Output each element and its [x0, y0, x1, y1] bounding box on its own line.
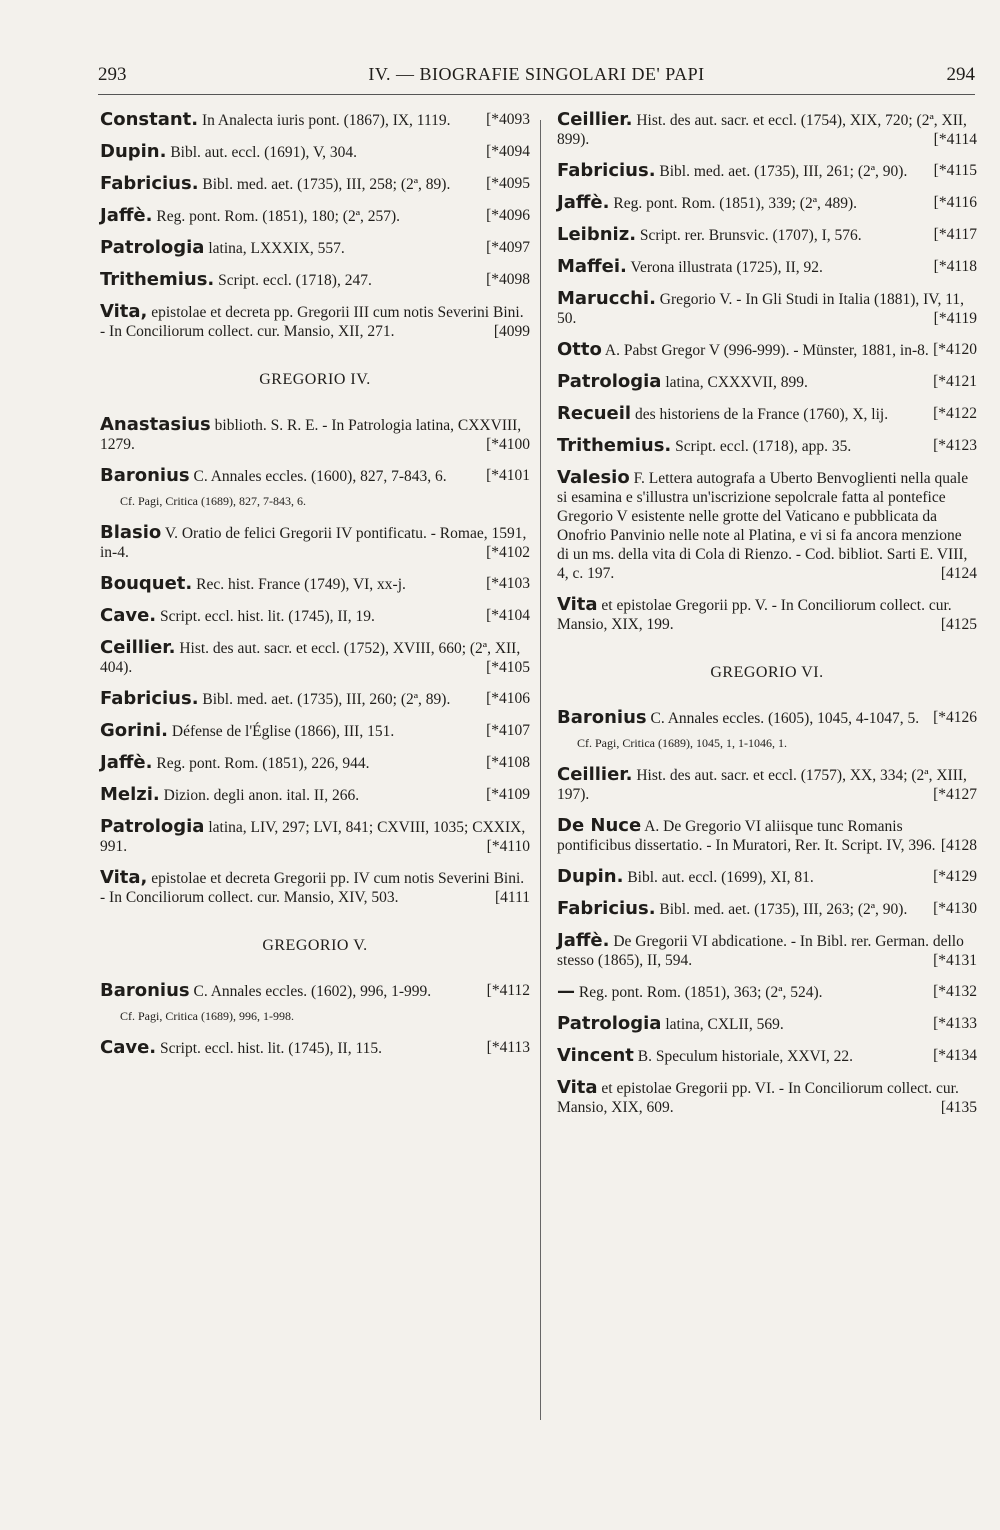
entry-crossref: Cf. Pagi, Critica (1689), 996, 1-998.	[120, 1009, 294, 1023]
entry-number: [*4133	[933, 1015, 977, 1032]
entry-author: Jaffè.	[100, 752, 153, 773]
entry-number: [*4131	[933, 952, 977, 969]
bibliography-entry	[100, 415, 530, 454]
entry-author: Constant.	[100, 109, 199, 130]
entry-text: Défense de l'Église (1866), III, 151.	[171, 723, 395, 740]
entry-author: Otto	[557, 339, 602, 360]
entry-text: et epistolae Gregorii pp. V. - In Conciliorum collect. cur. Mansio, XIX, 199.	[557, 597, 952, 633]
bibliography-entry	[100, 753, 530, 773]
entry-text: Bibl. med. aet. (1735), III, 261; (2ª, 90).	[659, 163, 908, 180]
entry-author: Marucchi.	[557, 288, 656, 309]
entry-text: Bibl. aut. eccl. (1691), V, 304.	[170, 144, 358, 161]
bibliography-entry	[100, 785, 530, 805]
entry-author: Vita	[557, 1077, 598, 1098]
page-number-left: 293	[98, 64, 127, 85]
entry-author: Cave.	[100, 1037, 157, 1058]
entry-number: [4124	[940, 565, 977, 582]
bibliography-entry	[557, 867, 977, 887]
bibliography-entry	[557, 404, 977, 424]
entry-number: [4128	[940, 837, 977, 854]
entry-text: Bibl. aut. eccl. (1699), XI, 81.	[627, 869, 814, 886]
entry-author: Melzi.	[100, 784, 160, 805]
entry-author: Patrologia	[100, 237, 205, 258]
entry-crossref: Cf. Pagi, Critica (1689), 827, 7-843, 6.	[120, 494, 306, 508]
bibliography-entry	[557, 595, 977, 634]
entry-text: Dizion. degli anon. ital. II, 266.	[163, 787, 360, 804]
entry-text: et epistolae Gregorii pp. VI. - In Conciliorum collect. cur. Mansio, XIX, 609.	[557, 1080, 959, 1116]
entry-author: Ceillier.	[557, 764, 633, 785]
entry-author: Jaffè.	[557, 930, 610, 951]
left-column	[100, 110, 530, 1070]
entry-text: Reg. pont. Rom. (1851), 226, 944.	[156, 755, 370, 772]
entry-number: [*4120	[933, 341, 977, 358]
bibliography-entry	[557, 110, 977, 149]
entry-text: Reg. pont. Rom. (1851), 180; (2ª, 257).	[156, 208, 401, 225]
entry-author: Cave.	[100, 605, 157, 626]
entry-author: Fabricius.	[100, 173, 199, 194]
entry-number: [*4113	[486, 1039, 530, 1056]
entry-number: [*4129	[933, 868, 977, 885]
entry-author: Anastasius	[100, 414, 211, 435]
page-number-right: 294	[946, 64, 975, 85]
bibliography-entry	[557, 340, 977, 360]
entry-author: Fabricius.	[557, 898, 656, 919]
entry-author: Baronius	[100, 980, 190, 1001]
entry-number: [*4112	[486, 982, 530, 999]
entry-text: F. Lettera autografa a Uberto Benvoglienti nella quale si esamina e s'illustra un'iscrizione sepolcrale fatta al pontefice Gregorio V esistente nelle grotte del Vaticano e pubblicata da Onofrio Panvinio nelle note al Platina, e vi si fa ancora menzione di un ms. della vita di Cola di Rienzo. - Cod. bibliot. Sarti E. VIII, 4, c. 197.	[557, 470, 969, 582]
entry-number: [*4118	[933, 258, 977, 275]
entry-author: De Nuce	[557, 815, 642, 836]
entry-text: Script. eccl. hist. lit. (1745), II, 115.	[160, 1040, 382, 1057]
entry-number: [*4115	[933, 162, 977, 179]
entry-number: [*4114	[933, 131, 977, 148]
bibliography-entry	[557, 257, 977, 277]
entry-text: Script. eccl. (1718), 247.	[218, 272, 372, 289]
entry-text: A. De Gregorio VI aliisque tunc Romanis pontificibus dissertatio. - In Muratori, Rer. It. Script. IV, 396.	[557, 818, 936, 854]
bibliography-entry	[100, 606, 530, 626]
entry-author: Dupin.	[100, 141, 167, 162]
entry-number: [*4108	[486, 754, 530, 771]
entry-author: Jaffè.	[100, 205, 153, 226]
entry-author: Ceillier.	[100, 637, 176, 658]
entry-author: Vita	[557, 594, 598, 615]
bibliography-entry	[100, 817, 530, 856]
entry-number: [*4100	[486, 436, 530, 453]
bibliography-entry	[100, 302, 530, 341]
entry-number: [*4102	[486, 544, 530, 561]
entry-author: Fabricius.	[100, 688, 199, 709]
bibliography-entry	[100, 270, 530, 290]
entry-number: [*4116	[933, 194, 977, 211]
entry-text: Hist. des aut. sacr. et eccl. (1752), XVIII, 660; (2ª, XII, 404).	[100, 640, 521, 676]
entry-author: Ceillier.	[557, 109, 633, 130]
entry-number: [*4110	[486, 838, 530, 855]
bibliography-entry	[557, 1078, 977, 1117]
bibliography-entry	[100, 689, 530, 709]
entry-number: [*4103	[486, 575, 530, 592]
section-heading: GREGORIO V.	[262, 937, 368, 954]
column-divider	[540, 120, 541, 1420]
entry-crossref: Cf. Pagi, Critica (1689), 1045, 1, 1-1046, 1.	[577, 736, 787, 750]
entry-number: [*4105	[486, 659, 530, 676]
bibliography-entry	[557, 708, 977, 753]
right-column	[557, 110, 977, 1129]
entry-author: Recueil	[557, 403, 632, 424]
page-header	[98, 60, 975, 95]
bibliography-entry	[100, 142, 530, 162]
bibliography-entry	[557, 468, 977, 583]
entry-number: [*4109	[486, 786, 530, 803]
bibliography-entry	[100, 110, 530, 130]
entry-author: Valesio	[557, 467, 630, 488]
entry-author: Fabricius.	[557, 160, 656, 181]
entry-number: [*4101	[486, 467, 530, 484]
bibliography-entry	[100, 174, 530, 194]
entry-author: Baronius	[100, 465, 190, 486]
bibliography-entry	[557, 161, 977, 181]
bibliography-entry	[557, 816, 977, 855]
entry-number: [*4130	[933, 900, 977, 917]
entry-number: [*4104	[486, 607, 530, 624]
section-heading: GREGORIO VI.	[710, 664, 824, 681]
section-heading: GREGORIO IV.	[259, 371, 371, 388]
bibliography-entry	[557, 931, 977, 970]
bibliography-entry	[557, 765, 977, 804]
bibliography-entry	[100, 574, 530, 594]
bibliography-entry	[557, 982, 977, 1002]
bibliography-entry	[557, 1046, 977, 1066]
bibliography-entry	[100, 638, 530, 677]
entry-text: Bibl. med. aet. (1735), III, 260; (2ª, 89).	[202, 691, 451, 708]
bibliography-entry	[100, 721, 530, 741]
entry-number: [*4123	[933, 437, 977, 454]
entry-number: [*4117	[933, 226, 977, 243]
entry-text: latina, LIV, 297; LVI, 841; CXVIII, 1035; CXXIX, 991.	[100, 819, 526, 855]
entry-text: Verona illustrata (1725), II, 92.	[630, 259, 823, 276]
entry-text: epistolae et decreta pp. Gregorii III cum notis Severini Bini. - In Conciliorum collect. cur. Mansio, XII, 271.	[100, 304, 524, 340]
entry-text: biblioth. S. R. E. - In Patrologia latina, CXXVIII, 1279.	[100, 417, 522, 453]
entry-number: [*4121	[933, 373, 977, 390]
entry-author: Blasio	[100, 522, 162, 543]
bibliography-entry	[557, 289, 977, 328]
entry-text: Script. rer. Brunsvic. (1707), I, 576.	[639, 227, 862, 244]
entry-text: Bibl. med. aet. (1735), III, 263; (2ª, 90).	[659, 901, 908, 918]
bibliography-entry	[557, 1014, 977, 1034]
entry-text: B. Speculum historiale, XXVI, 22.	[637, 1048, 854, 1065]
entry-author: Vincent	[557, 1045, 634, 1066]
running-title: IV. — BIOGRAFIE SINGOLARI DE' PAPI	[368, 64, 705, 84]
entry-author: Vita,	[100, 301, 148, 322]
entry-number: [*4096	[486, 207, 530, 224]
bibliography-entry	[557, 193, 977, 213]
entry-author: Gorini.	[100, 720, 169, 741]
entry-number: [*4107	[486, 722, 530, 739]
bibliography-entry	[100, 523, 530, 562]
entry-text: latina, LXXXIX, 557.	[208, 240, 345, 257]
entry-text: latina, CXXXVII, 899.	[665, 374, 808, 391]
entry-text: Rec. hist. France (1749), VI, xx-j.	[196, 576, 406, 593]
entry-author: Patrologia	[100, 816, 205, 837]
entry-text: Reg. pont. Rom. (1851), 363; (2ª, 524).	[578, 984, 823, 1001]
bibliography-entry	[557, 225, 977, 245]
entry-number: [*4127	[933, 786, 977, 803]
entry-author: Patrologia	[557, 1013, 662, 1034]
entry-number: [*4119	[933, 310, 977, 327]
entry-text: In Analecta iuris pont. (1867), IX, 1119.	[202, 112, 451, 129]
bibliography-entry	[557, 899, 977, 919]
entry-text: Hist. des aut. sacr. et eccl. (1757), XX, 334; (2ª, XIII, 197).	[557, 767, 967, 803]
entry-author: Maffei.	[557, 256, 627, 277]
entry-author: Trithemius.	[557, 435, 672, 456]
entry-author: Baronius	[557, 707, 647, 728]
entry-number: [*4094	[486, 143, 530, 160]
entry-text: latina, CXLII, 569.	[665, 1016, 784, 1033]
entry-number: [*4134	[933, 1047, 977, 1064]
entry-number: [*4126	[933, 709, 977, 726]
entry-number: [4111	[494, 889, 530, 906]
entry-text: Bibl. med. aet. (1735), III, 258; (2ª, 89).	[202, 176, 451, 193]
bibliography-entry	[100, 868, 530, 907]
entry-number: [*4097	[486, 239, 530, 256]
entry-author: Bouquet.	[100, 573, 193, 594]
entry-author: Vita,	[100, 867, 148, 888]
entry-author: Leibniz.	[557, 224, 637, 245]
entry-author: Trithemius.	[100, 269, 215, 290]
entry-author: Jaffè.	[557, 192, 610, 213]
entry-number: [*4093	[486, 111, 530, 128]
entry-number: [*4122	[933, 405, 977, 422]
bibliography-entry	[100, 206, 530, 226]
entry-text: De Gregorii VI abdicatione. - In Bibl. rer. German. dello stesso (1865), II, 594.	[557, 933, 964, 969]
entry-text: C. Annales eccles. (1605), 1045, 4-1047, 5.	[650, 710, 920, 727]
entry-number: [*4106	[486, 690, 530, 707]
entry-author: Dupin.	[557, 866, 624, 887]
entry-number: [*4132	[933, 983, 977, 1000]
entry-text: V. Oratio de felici Gregorii IV pontificatu. - Romae, 1591, in-4.	[100, 525, 527, 561]
bibliography-entry	[100, 466, 530, 511]
entry-text: C. Annales eccles. (1602), 996, 1-999.	[193, 983, 432, 1000]
bibliography-entry	[100, 981, 530, 1026]
bibliography-entry	[557, 372, 977, 392]
bibliography-entry	[100, 238, 530, 258]
entry-text: A. Pabst Gregor V (996-999). - Münster, 1881, in-8.	[604, 342, 929, 359]
entry-text: Hist. des aut. sacr. et eccl. (1754), XIX, 720; (2ª, XII, 899).	[557, 112, 967, 148]
entry-number: [4099	[493, 323, 530, 340]
entry-number: [*4098	[486, 271, 530, 288]
entry-number: [4135	[940, 1099, 977, 1116]
entry-text: des historiens de la France (1760), X, lij.	[634, 406, 889, 423]
entry-author: —	[557, 981, 575, 1002]
entry-text: Script. eccl. hist. lit. (1745), II, 19.	[160, 608, 375, 625]
bibliography-entry	[100, 1038, 530, 1058]
entry-author: Patrologia	[557, 371, 662, 392]
entry-number: [*4095	[486, 175, 530, 192]
entry-text: C. Annales eccles. (1600), 827, 7-843, 6.	[193, 468, 447, 485]
entry-text: Script. eccl. (1718), app. 35.	[675, 438, 852, 455]
entry-number: [4125	[940, 616, 977, 633]
entry-text: epistolae et decreta Gregorii pp. IV cum notis Severini Bini. - In Conciliorum collect. cur. Mansio, XIV, 503.	[100, 870, 525, 906]
entry-text: Reg. pont. Rom. (1851), 339; (2ª, 489).	[613, 195, 858, 212]
bibliography-entry	[557, 436, 977, 456]
entry-text: Gregorio V. - In Gli Studi in Italia (1881), IV, 11, 50.	[557, 291, 965, 327]
